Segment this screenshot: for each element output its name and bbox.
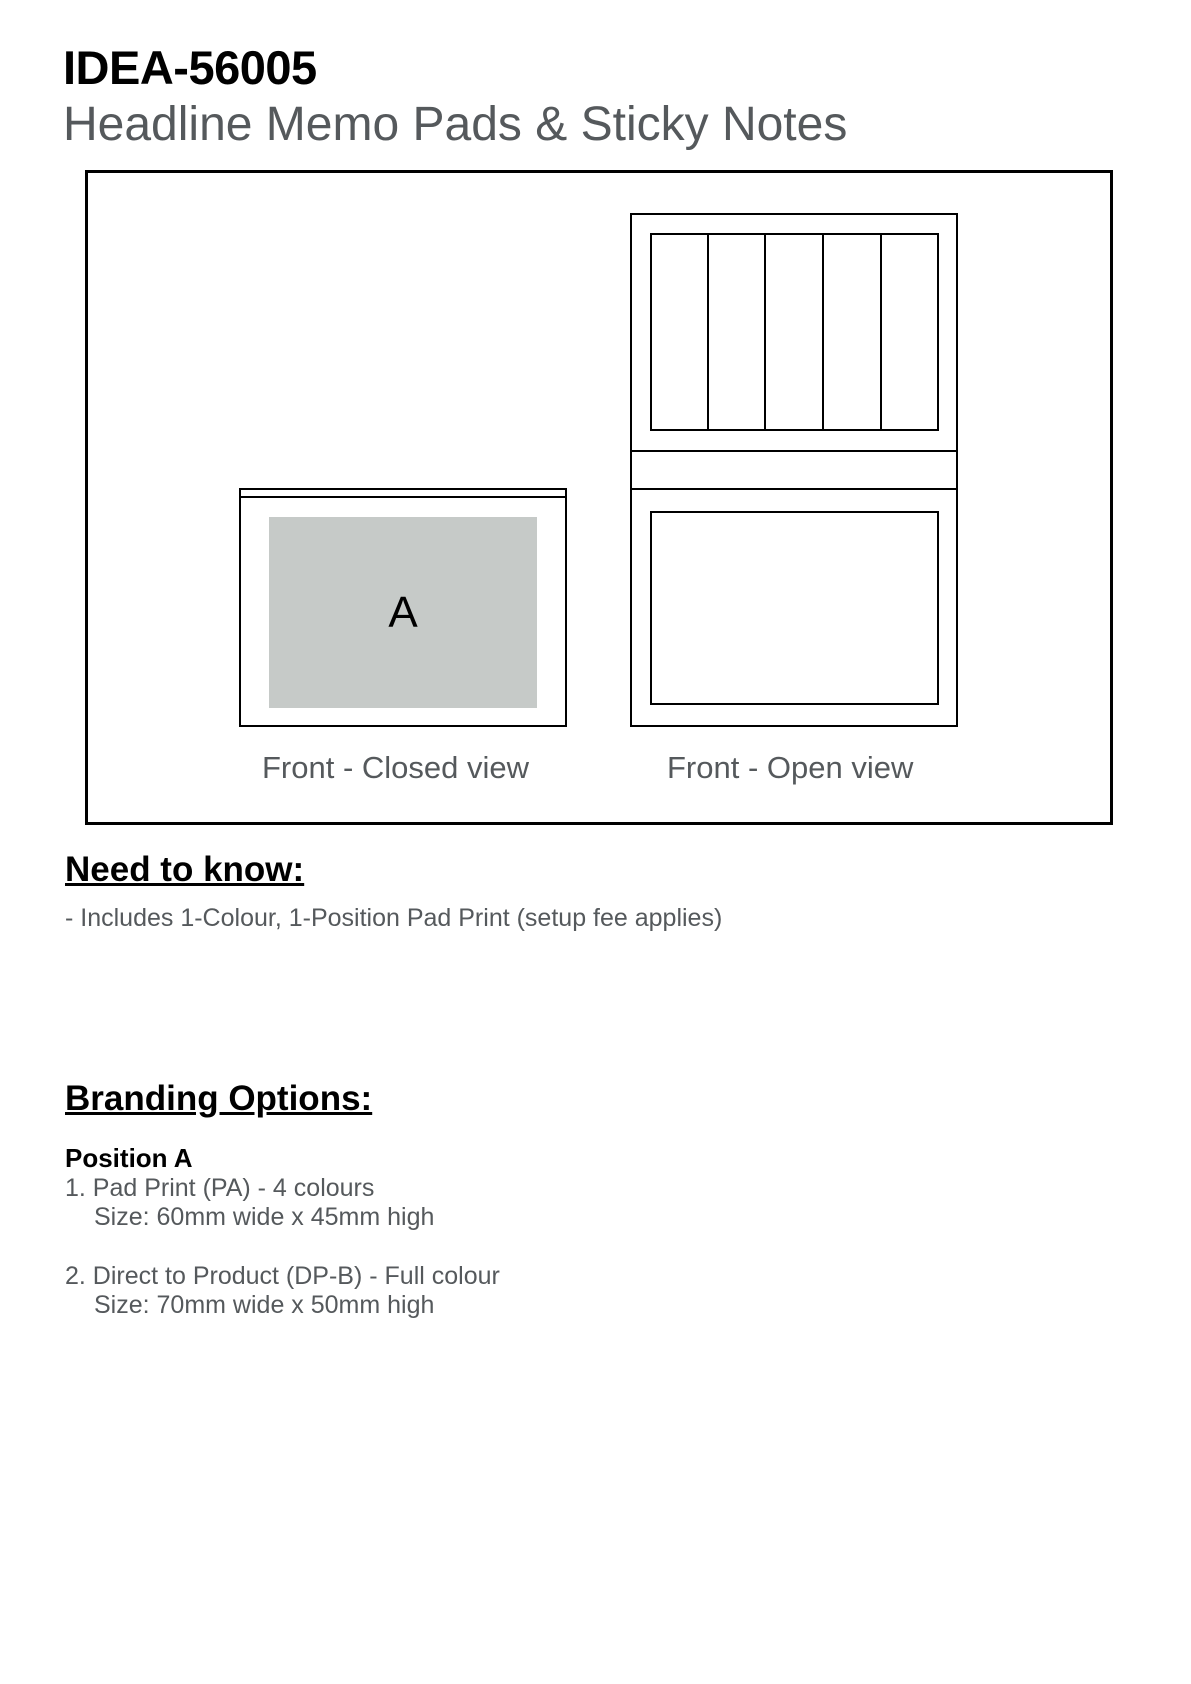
- option-name: 2. Direct to Product (DP-B) - Full colour: [65, 1262, 500, 1290]
- branding-option: [65, 1174, 434, 1232]
- option-size: Size: 70mm wide x 50mm high: [94, 1291, 435, 1319]
- product-title: Headline Memo Pads & Sticky Notes: [63, 98, 848, 151]
- sticky-notes-area: [651, 234, 938, 430]
- product-code: IDEA-56005: [63, 41, 317, 94]
- memo-pad-area: [651, 512, 938, 704]
- position-a-heading: Position A: [65, 1143, 193, 1173]
- option-size: Size: 60mm wide x 45mm high: [94, 1203, 435, 1231]
- option-name: 1. Pad Print (PA) - 4 colours: [65, 1174, 375, 1202]
- position-label: A: [388, 588, 418, 637]
- caption-open-view: Front - Open view: [667, 750, 914, 785]
- branding-options-heading: Branding Options:: [65, 1079, 373, 1118]
- product-diagram: [85, 170, 1113, 825]
- open-view-outline: [631, 214, 957, 726]
- need-to-know-heading: Need to know:: [65, 850, 305, 889]
- caption-closed-view: Front - Closed view: [262, 750, 530, 785]
- branding-option: [65, 1262, 500, 1320]
- need-to-know-item: - Includes 1-Colour, 1-Position Pad Print (setup fee applies): [65, 904, 723, 932]
